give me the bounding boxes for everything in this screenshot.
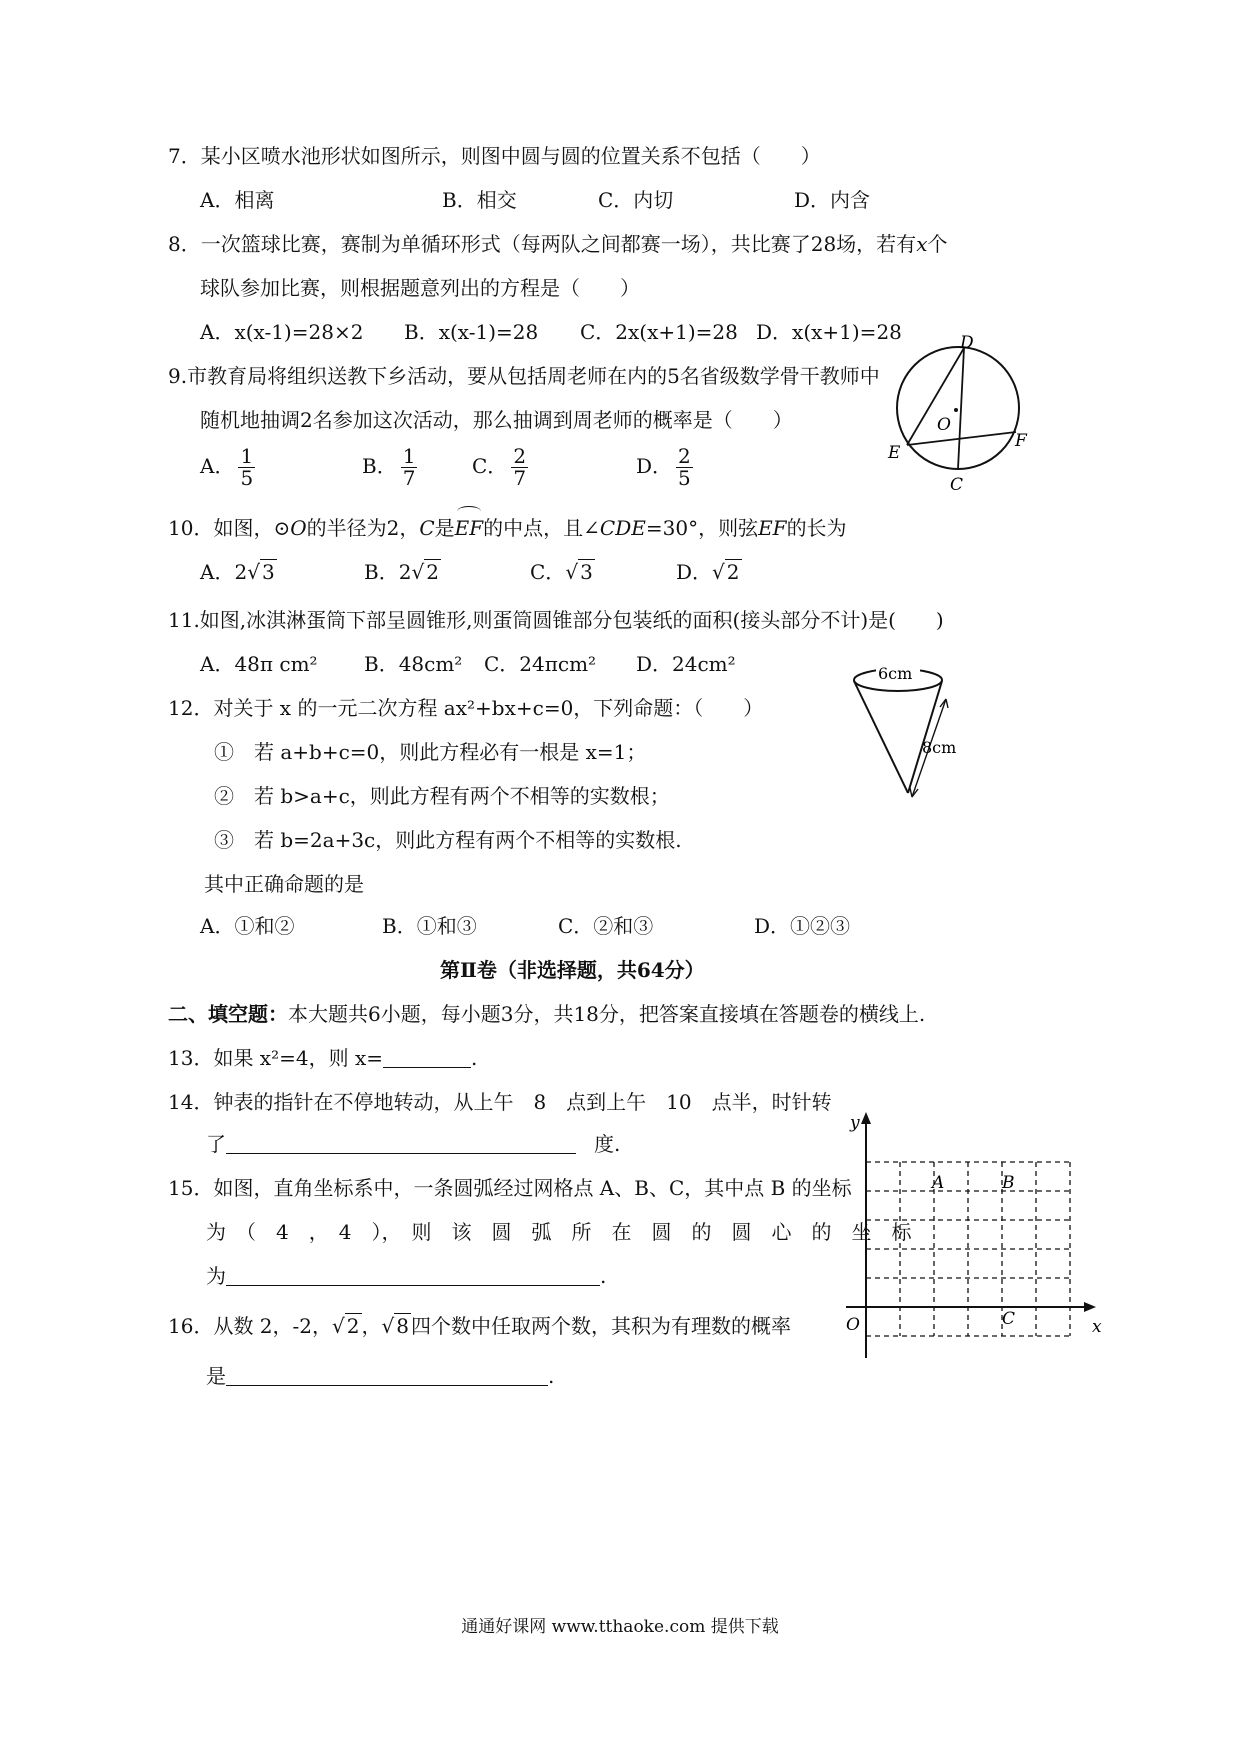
q14-line1: 14．钟表的指针在不停地转动，从上午 8 点到上午 10 点半，时针转 (168, 1090, 832, 1114)
chord-de (907, 348, 964, 445)
q12-item-1: ① 若 a+b+c=0，则此方程必有一根是 x=1； (214, 740, 647, 764)
q14-answer-blank[interactable] (226, 1135, 576, 1154)
q15-answer-blank[interactable] (226, 1267, 600, 1286)
q8-option-c: C．2x(x+1)=28 (580, 320, 738, 344)
circle-figure (880, 330, 1040, 500)
x-axis-arrow (1084, 1302, 1096, 1312)
grid-figure (840, 1100, 1110, 1370)
point-c-label: C (1002, 1309, 1016, 1329)
part2-title: 第Ⅱ卷（非选择题，共64分） (440, 958, 705, 982)
q9-stem-line2: 随机地抽调2名参加这次活动，那么抽调到周老师的概率是（ ） (200, 408, 793, 432)
q9-option-d: D． $\frac{2}{5}$ (636, 444, 691, 490)
q8-stem-line2: 球队参加比赛，则根据题意列出的方程是（ ） (200, 276, 640, 300)
origin-label: O (846, 1315, 860, 1335)
q10-option-d: D．√ 2 (676, 560, 740, 584)
q12-item-2: ② 若 b>a+c，则此方程有两个不相等的实数根； (214, 784, 670, 808)
q12-option-b: B．①和③ (382, 914, 477, 938)
section2-heading: 二、填空题：本大题共6小题，每小题3分，共18分，把答案直接填在答题卷的横线上. (168, 1002, 926, 1026)
q7-option-c: C．内切 (598, 188, 674, 212)
page-footer: 通通好课网 www.tthaoke.com 提供下载 (461, 1617, 779, 1637)
q16-line1: 16．从数 2，-2，√ 2 ，√ 8 四个数中任取两个数，其积为有理数的概率 (168, 1314, 791, 1338)
x-axis-label: x (1092, 1317, 1102, 1337)
q15-line2: 为 （ 4 ， 4 ）， 则 该 圆 弧 所 在 圆 的 圆 心 的 坐 标 (206, 1220, 912, 1244)
q11-option-a: A．48π cm² (200, 652, 318, 676)
q10-option-c: C．√ 3 (530, 560, 593, 584)
cone-side-label: 8cm (922, 738, 957, 757)
cone-left-edge (854, 681, 908, 793)
q12-conclusion: 其中正确命题的是 (204, 872, 364, 896)
grid-lines (866, 1162, 1070, 1336)
q12-stem: 12．对关于 x 的一元二次方程 ax²+bx+c=0，下列命题：（ ） (168, 696, 764, 720)
q9-option-b: B． $\frac{1}{7}$ (362, 444, 416, 490)
q15-line3: 为 . (206, 1264, 607, 1288)
q7-option-d: D．内含 (794, 188, 871, 212)
y-axis-label: y (850, 1113, 860, 1133)
point-b-label: B (1002, 1173, 1015, 1193)
q11-stem: 11.如图,冰淇淋蛋筒下部呈圆锥形,则蛋筒圆锥部分包装纸的面积(接头部分不计)是( ) (168, 608, 944, 632)
chord-dc (958, 348, 964, 469)
q13-line: 13．如果 x²=4，则 x= . (168, 1046, 478, 1070)
arc-ef: EF (455, 518, 483, 538)
q16-line2: 是 . (206, 1364, 555, 1388)
q10-stem: 10．如图，⊙O的半径为2，C是 EF的中点，且∠CDE=30°，则弦EF的长为 (168, 518, 847, 538)
cone-top-label: 6cm (878, 664, 913, 683)
cone-right-edge (908, 681, 942, 793)
point-a-label: A (932, 1173, 945, 1193)
cone-figure (840, 655, 990, 805)
q13-answer-blank[interactable] (383, 1049, 471, 1068)
q8-option-d: D．x(x+1)=28 (756, 320, 902, 344)
circle-o (897, 347, 1019, 469)
label-c: C (950, 475, 964, 495)
label-f: F (1015, 431, 1027, 451)
q7-stem: 7．某小区喷水池形状如图所示，则图中圆与圆的位置关系不包括（ ） (168, 144, 821, 168)
label-e: E (888, 443, 901, 463)
q7-option-b: B．相交 (442, 188, 517, 212)
q8-option-b: B．x(x-1)=28 (404, 320, 539, 344)
q9-option-c: C． $\frac{2}{7}$ (472, 444, 527, 490)
q9-stem-line1: 9.市教育局将组织送教下乡活动，要从包括周老师在内的5名省级数学骨干教师中 (168, 364, 880, 388)
q9-option-a: A． $\frac{1}{5}$ (200, 444, 254, 490)
q12-option-d: D．①②③ (754, 914, 851, 938)
q8-option-a: A．x(x-1)=28×2 (200, 320, 364, 344)
chord-ef (907, 432, 1016, 445)
q14-line2: 了 度. (206, 1132, 621, 1156)
label-d: D (960, 333, 974, 353)
q10-option-a: A．2√ 3 (200, 560, 275, 584)
q15-line1: 15．如图，直角坐标系中，一条圆弧经过网格点 A、B、C，其中点 B 的坐标 (168, 1176, 852, 1200)
q7-option-a: A．相离 (200, 188, 275, 212)
center-dot (954, 408, 958, 412)
q16-answer-blank[interactable] (226, 1367, 548, 1386)
y-axis-arrow (861, 1112, 871, 1124)
q11-option-d: D．24cm² (636, 652, 736, 676)
q11-option-b: B．48cm² (364, 652, 463, 676)
q8-stem-line1: 8．一次篮球比赛，赛制为单循环形式（每两队之间都赛一场），共比赛了28场，若有x个 (168, 232, 948, 256)
q12-option-a: A．①和② (200, 914, 295, 938)
q10-option-b: B．2√ 2 (364, 560, 439, 584)
q12-item-3: ③ 若 b=2a+3c，则此方程有两个不相等的实数根. (214, 828, 682, 852)
q11-option-c: C．24πcm² (484, 652, 597, 676)
q12-option-c: C．②和③ (558, 914, 654, 938)
label-o: O (937, 415, 951, 435)
